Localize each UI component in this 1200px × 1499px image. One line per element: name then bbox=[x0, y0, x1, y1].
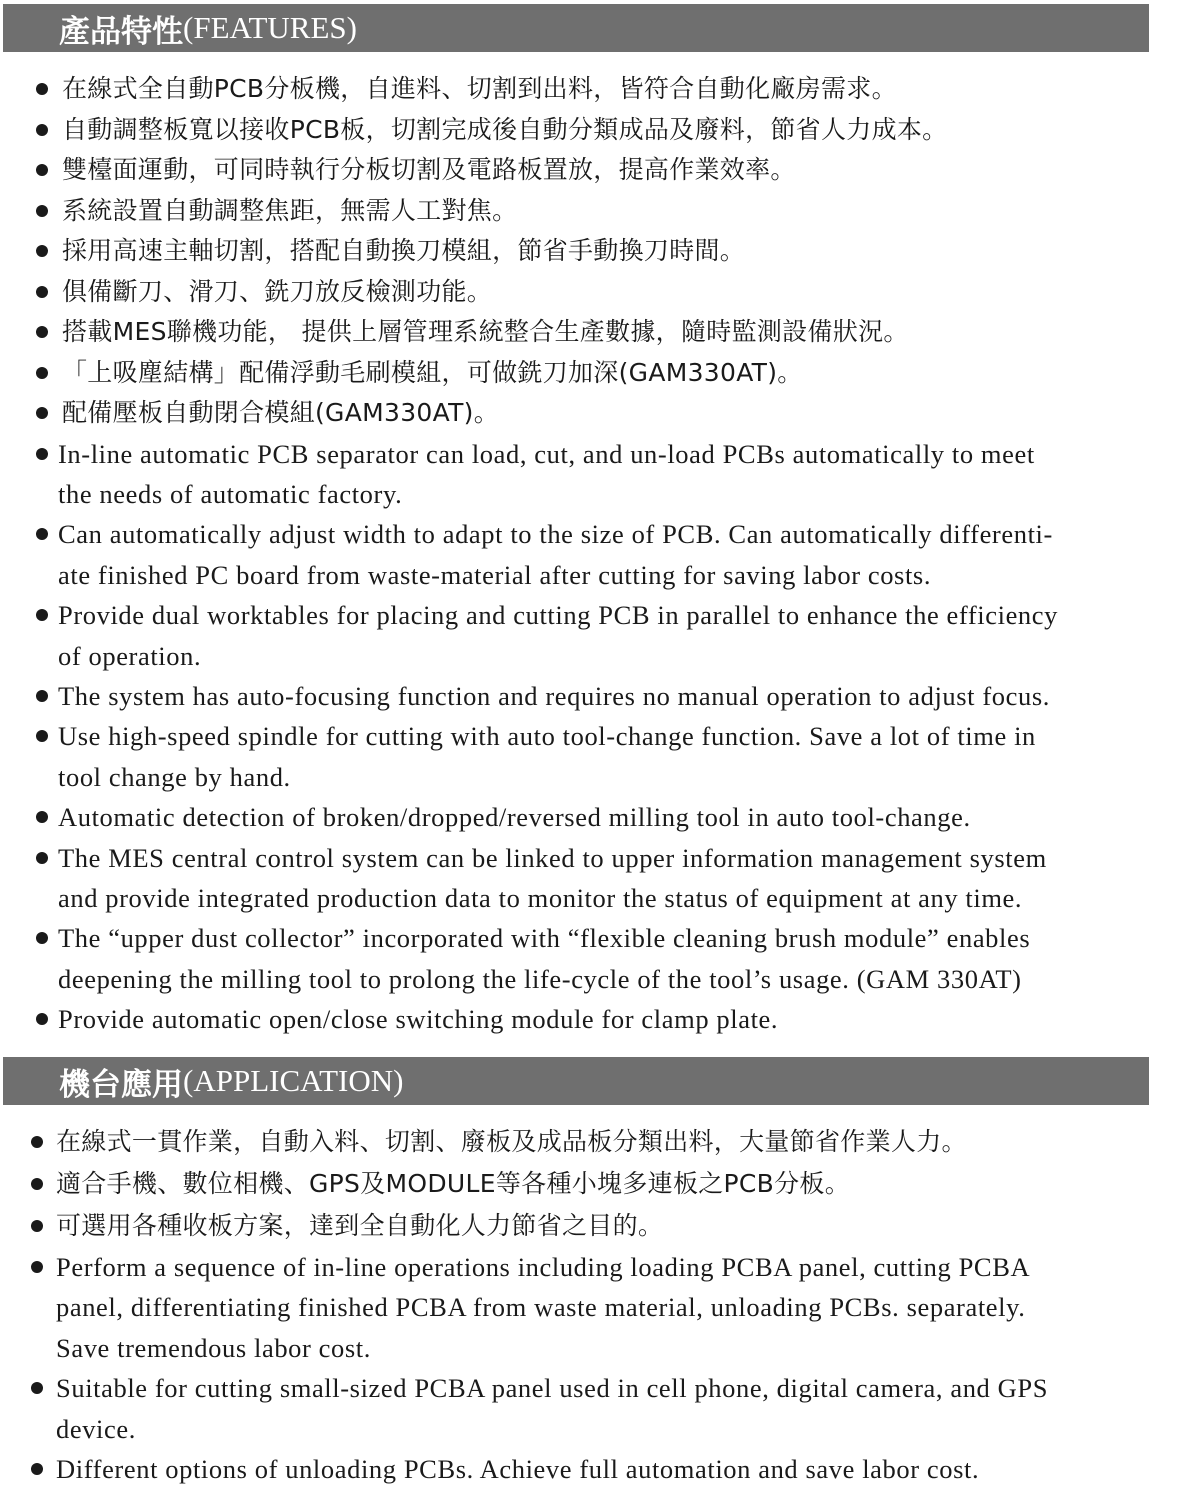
application-item-en: Different options of unloading PCBs. Achieve full automation and save labor cost. bbox=[0, 1449, 1200, 1489]
bullet-icon bbox=[36, 286, 48, 298]
feature-item-en: Provide dual worktables for placing and cutting PCB in parallel to enhance the efficiency of operation. bbox=[0, 595, 1200, 676]
application-item-zh: 適合手機、數位相機、GPS及MODULE等各種小塊多連板之PCB分板。 bbox=[0, 1163, 1200, 1205]
bullet-icon bbox=[36, 326, 48, 338]
feature-item-zh: 搭載MES聯機功能， 提供上層管理系統整合生產數據，隨時監測設備狀況。 bbox=[0, 312, 1200, 353]
bullet-icon bbox=[36, 730, 48, 742]
bullet-icon bbox=[31, 1382, 43, 1394]
bullet-icon bbox=[36, 932, 48, 944]
application-item-en: Perform a sequence of in-line operations including loading PCBA panel, cutting PCBA panel, differentiating finished PCBA from waste material, unloading PCBs. separately. Save tremendous labor cost. bbox=[0, 1247, 1200, 1368]
feature-item-zh: 配備壓板自動閉合模組(GAM330AT)。 bbox=[0, 393, 1200, 434]
features-title-en: (FEATURES) bbox=[183, 10, 357, 45]
application-section-header bbox=[3, 1057, 1149, 1105]
feature-item-en: Provide automatic open/close switching module for clamp plate. bbox=[0, 999, 1200, 1039]
feature-item-zh: 「上吸塵結構」配備浮動毛刷模組，可做銑刀加深(GAM330AT)。 bbox=[0, 353, 1200, 394]
bullet-icon bbox=[36, 164, 48, 176]
feature-item-en: The MES central control system can be linked to upper information management system and provide integrated production data to monitor the status of equipment at any time. bbox=[0, 838, 1200, 919]
application-title-en: (APPLICATION) bbox=[183, 1063, 404, 1098]
bullet-icon bbox=[36, 1013, 48, 1025]
bullet-icon bbox=[36, 205, 48, 217]
application-title-zh: 機台應用 bbox=[59, 1066, 183, 1103]
features-title-zh: 產品特性 bbox=[59, 13, 183, 50]
bullet-icon bbox=[36, 690, 48, 702]
bullet-icon bbox=[36, 852, 48, 864]
feature-item-en: In-line automatic PCB separator can load, cut, and un-load PCBs automatically to meet the needs of automatic factory. bbox=[0, 434, 1200, 515]
bullet-icon bbox=[36, 448, 48, 460]
feature-item-zh: 俱備斷刀、滑刀、銑刀放反檢測功能。 bbox=[0, 272, 1200, 313]
bullet-icon bbox=[36, 811, 48, 823]
bullet-icon bbox=[36, 609, 48, 621]
feature-item-en: Can automatically adjust width to adapt to the size of PCB. Can automatically differenti- ate finished PC board from waste-material after cutting for saving labor costs. bbox=[0, 514, 1200, 595]
feature-item-en: Use high-speed spindle for cutting with auto tool-change function. Save a lot of time in tool change by hand. bbox=[0, 716, 1200, 797]
bullet-icon bbox=[36, 124, 48, 136]
feature-item-zh: 在線式全自動PCB分板機，自進料、切割到出料，皆符合自動化廠房需求。 bbox=[0, 69, 1200, 110]
feature-item-en: The “upper dust collector” incorporated with “flexible cleaning brush module” enables deepening the milling tool to prolong the life-cycle of the tool’s usage. (GAM 330AT) bbox=[0, 918, 1200, 999]
application-list bbox=[0, 1121, 1200, 1489]
feature-item-zh: 採用高速主軸切割，搭配自動換刀模組，節省手動換刀時間。 bbox=[0, 231, 1200, 272]
bullet-icon bbox=[36, 528, 48, 540]
bullet-icon bbox=[31, 1220, 43, 1232]
feature-item-en: The system has auto-focusing function and requires no manual operation to adjust focus. bbox=[0, 676, 1200, 716]
feature-item-zh: 系統設置自動調整焦距，無需人工對焦。 bbox=[0, 191, 1200, 232]
features-list bbox=[0, 69, 1200, 1040]
bullet-icon bbox=[31, 1463, 43, 1475]
bullet-icon bbox=[36, 367, 48, 379]
bullet-icon bbox=[31, 1136, 43, 1148]
bullet-icon bbox=[31, 1178, 43, 1190]
bullet-icon bbox=[31, 1261, 43, 1273]
application-item-zh: 可選用各種收板方案，達到全自動化人力節省之目的。 bbox=[0, 1205, 1200, 1247]
bullet-icon bbox=[36, 407, 48, 419]
bullet-icon bbox=[36, 245, 48, 257]
feature-item-zh: 自動調整板寬以接收PCB板，切割完成後自動分類成品及廢料，節省人力成本。 bbox=[0, 110, 1200, 151]
application-item-en: Suitable for cutting small-sized PCBA panel used in cell phone, digital camera, and GPS device. bbox=[0, 1368, 1200, 1449]
bullet-icon bbox=[36, 83, 48, 95]
application-item-zh: 在線式一貫作業，自動入料、切割、廢板及成品板分類出料，大量節省作業人力。 bbox=[0, 1121, 1200, 1163]
features-section-header bbox=[3, 4, 1149, 52]
feature-item-zh: 雙檯面運動，可同時執行分板切割及電路板置放，提高作業效率。 bbox=[0, 150, 1200, 191]
feature-item-en: Automatic detection of broken/dropped/reversed milling tool in auto tool-change. bbox=[0, 797, 1200, 837]
